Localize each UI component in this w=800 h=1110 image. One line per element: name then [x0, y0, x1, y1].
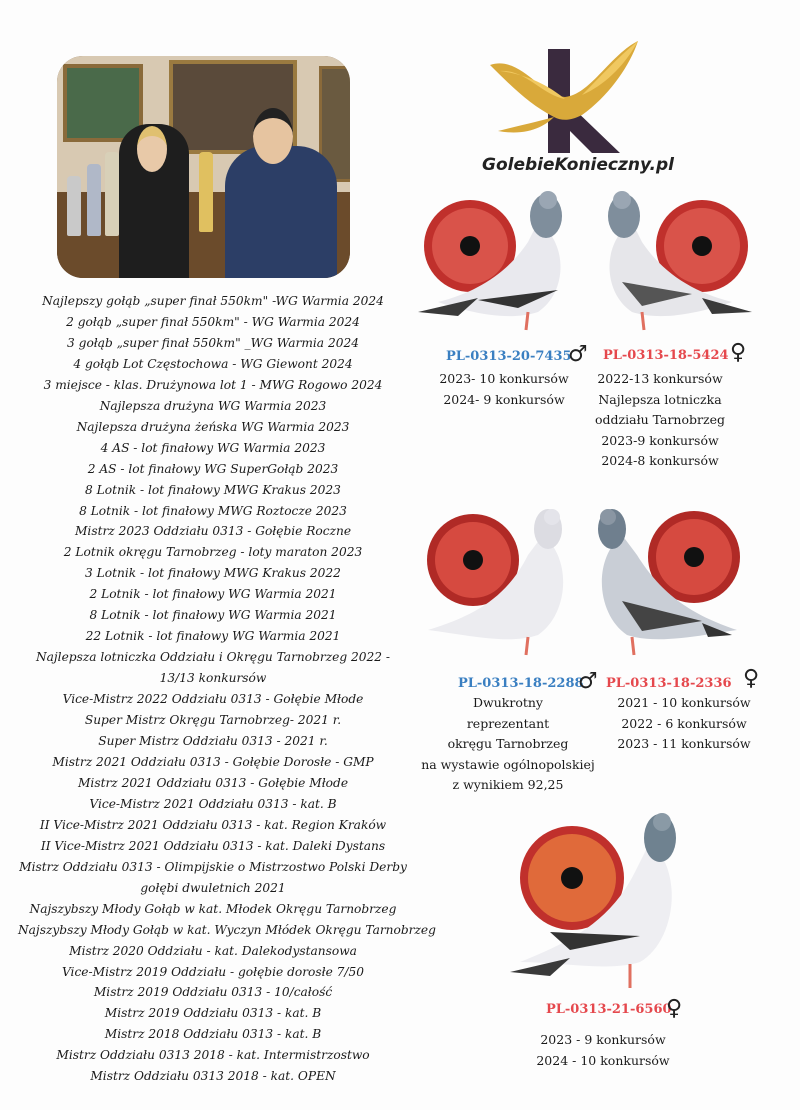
list-item: Mistrz 2018 Oddziału 0313 - kat. B: [104, 1027, 322, 1042]
male-icon: ♂: [568, 342, 588, 367]
bird-stats: 2022-13 konkursów Najlepsza lotniczka oddziału Tarnobrzeg 2023-9 konkursów 2024-8 konkursów: [595, 371, 725, 469]
achievements-list: [18, 291, 436, 1087]
list-item: Najlepszy gołąb „super finał 550km" -WG Warmia 2024: [42, 294, 384, 308]
owners-photo: [57, 56, 350, 278]
list-item: Najlepsza lotniczka Oddziału i Okręgu Tarnobrzeg 2022 -: [35, 650, 391, 665]
list-item: 2 Lotnik - lot finałowy WG Warmia 2021: [89, 587, 337, 602]
ring-number: PL-0313-21-6560: [546, 1002, 672, 1017]
list-item: 3 gołąb „super finał 550km" _WG Warmia 2024: [67, 335, 359, 350]
female-icon: ♀: [730, 340, 747, 365]
list-item: 2 gołąb „super finał 550km" - WG Warmia 2024: [66, 314, 360, 329]
list-item: Vice-Mistrz 2021 Oddziału 0313 - kat. B: [89, 796, 337, 811]
list-item: Najszybszy Młody Gołąb w kat. Młodek Okręgu Tarnobrzeg: [29, 901, 397, 916]
list-item: II Vice-Mistrz 2021 Oddziału 0313 - kat. Daleki Dystans: [40, 838, 386, 853]
ring-number: PL-0313-20-7435: [446, 349, 572, 364]
ring-number: PL-0313-18-5424: [603, 348, 729, 363]
list-item: 8 Lotnik - lot finałowy WG Warmia 2021: [89, 608, 337, 623]
bird-stats: 2023 - 9 konkursów 2024 - 10 konkursów: [536, 1032, 670, 1068]
list-item: 4 gołąb Lot Częstochowa - WG Giewont 2024: [73, 356, 353, 371]
list-item: 4 AS - lot finałowy WG Warmia 2023: [100, 440, 326, 455]
list-item: 2 Lotnik okręgu Tarnobrzeg - loty maraton 2023: [63, 545, 363, 560]
female-icon: ♀: [743, 666, 760, 691]
bird-stats: 2021 - 10 konkursów 2022 - 6 konkursów 2023 - 11 konkursów: [617, 695, 751, 752]
list-item: Vice-Mistrz 2022 Oddziału 0313 - Gołębie Młode: [62, 692, 364, 707]
list-item: 3 Lotnik - lot finałowy MWG Krakus 2022: [85, 566, 341, 581]
list-item: Najlepsza drużyna WG Warmia 2023: [99, 398, 327, 413]
list-item: Najlepsza drużyna żeńska WG Warmia 2023: [76, 419, 350, 434]
ring-number: PL-0313-18-2288: [458, 676, 584, 691]
bird-stats: Dwukrotny reprezentant okręgu Tarnobrzeg na wystawie ogólnopolskiej z wynikiem 92,25: [421, 695, 595, 793]
list-item: 2 AS - lot finałowy WG SuperGołąb 2023: [87, 461, 339, 476]
list-item: 3 miejsce - klas. Drużynowa lot 1 - MWG Rogowo 2024: [43, 377, 383, 392]
pigeon-image-2336: [582, 505, 752, 657]
pigeon-image-7435: [418, 182, 588, 334]
list-item: 13/13 konkursów: [159, 671, 267, 686]
list-item: gołębi dwuletnich 2021: [140, 880, 286, 895]
pigeon-image-5424: [582, 182, 752, 334]
male-icon: ♂: [578, 669, 598, 694]
list-item: Mistrz Oddziału 0313 - Olimpijskie o Mistrzostwo Polski Derby: [19, 859, 407, 874]
site-name: GolebieKonieczny.pl: [482, 155, 674, 175]
list-item: 22 Lotnik - lot finałowy WG Warmia 2021: [85, 629, 341, 644]
bird-stats: 2023- 10 konkursów 2024- 9 konkursów: [439, 371, 569, 407]
pigeon-image-2288: [418, 505, 588, 657]
brand-logo: [470, 35, 670, 175]
pigeon-image-6560: [510, 812, 690, 994]
list-item: Mistrz 2019 Oddziału 0313 - kat. B: [104, 1006, 322, 1021]
list-item: Najszybszy Młody Gołąb w kat. Wyczyn Młódek Okręgu Tarnobrzeg: [18, 922, 436, 937]
list-item: Mistrz 2023 Oddziału 0313 - Gołębie Roczne: [74, 524, 352, 539]
female-icon: ♀: [666, 996, 683, 1021]
list-item: 8 Lotnik - lot finałowy MWG Krakus 2023: [85, 482, 341, 497]
list-item: Mistrz 2019 Oddziału 0313 - 10/całość: [93, 985, 333, 1000]
list-item: 8 Lotnik - lot finałowy MWG Roztocze 2023: [79, 503, 347, 518]
ring-number: PL-0313-18-2336: [606, 676, 732, 691]
list-item: Super Mistrz Okręgu Tarnobrzeg- 2021 r.: [84, 713, 342, 728]
list-item: Vice-Mistrz 2019 Oddziału - gołębie dorosłe 7/50: [61, 964, 365, 979]
list-item: Super Mistrz Oddziału 0313 - 2021 r.: [98, 734, 328, 749]
list-item: Mistrz Oddziału 0313 2018 - kat. OPEN: [90, 1069, 336, 1084]
list-item: Mistrz 2020 Oddziału - kat. Dalekodystansowa: [69, 943, 357, 958]
list-item: Mistrz 2021 Oddziału 0313 - Gołębie Dorosłe - GMP: [52, 754, 374, 769]
list-item: Mistrz Oddziału 0313 2018 - kat. Intermistrzostwo: [56, 1048, 370, 1063]
list-item: Mistrz 2021 Oddziału 0313 - Gołębie Młode: [77, 775, 349, 790]
list-item: II Vice-Mistrz 2021 Oddziału 0313 - kat. Region Kraków: [39, 817, 387, 832]
